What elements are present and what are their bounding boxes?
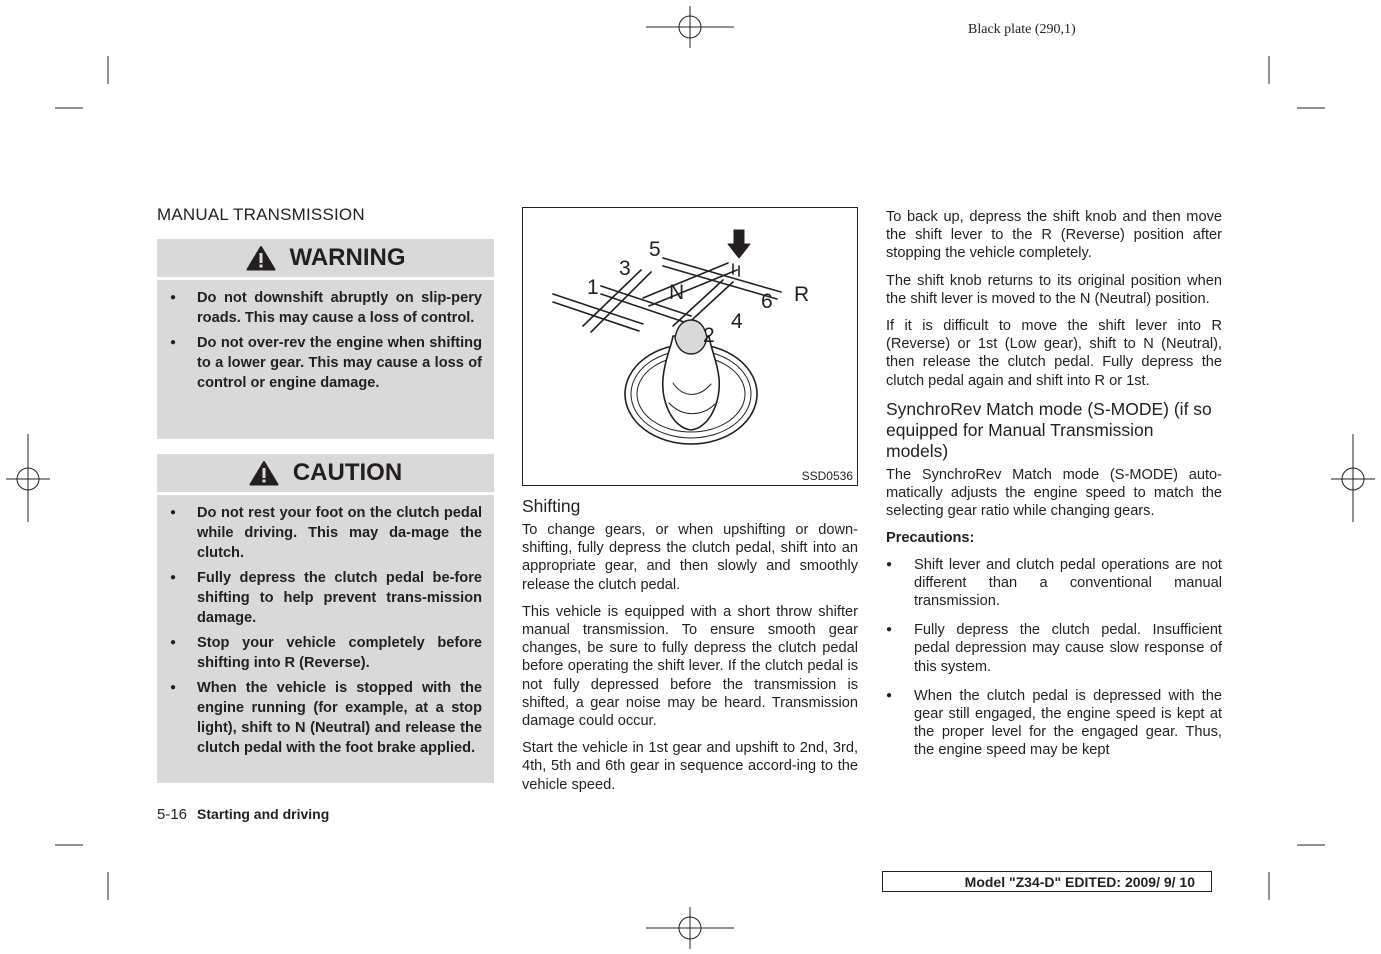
list-item: ● When the vehicle is stopped with the engine running (for example, at a stop light), shift to N (Neutral) and release the clutch pedal with the foot brake applied. — [169, 678, 482, 758]
paragraph: The shift knob returns to its original position when the shift lever is moved to the N (Neutral) position. — [886, 272, 1222, 307]
paragraph: To change gears, or when upshifting or down-shifting, fully depress the clutch pedal, shift into an appropriate gear, and then slowly and smoothly release the clutch pedal. — [522, 522, 858, 593]
gear-label-6: 6 — [761, 290, 773, 313]
list-item: ● When the clutch pedal is depressed with the gear still engaged, the engine speed is kept at the proper level for the engaged gear. Thus, the engine speed may be kept — [886, 687, 1222, 760]
gear-label-1: 1 — [587, 276, 599, 299]
caution-list — [157, 495, 494, 769]
footer-section: Starting and driving — [197, 806, 330, 822]
caution-label: CAUTION — [292, 459, 403, 486]
warning-triangle-icon — [246, 245, 276, 271]
shift-lever-illustration — [523, 208, 857, 485]
page-number: 5-16 — [157, 806, 188, 823]
page-footer — [157, 806, 329, 823]
list-item: ● Do not rest your foot on the clutch pedal while driving. This may da-mage the clutch. — [169, 503, 482, 563]
section-title: MANUAL TRANSMISSION — [157, 205, 365, 224]
gear-label-5: 5 — [649, 238, 661, 261]
paragraph: The SynchroRev Match mode (S-MODE) auto-matically adjusts the engine speed to match the selecting gear ratio while changing gears. — [886, 466, 1222, 520]
gear-label-2: 2 — [703, 324, 715, 347]
paragraph: Start the vehicle in 1st gear and upshift to 2nd, 3rd, 4th, 5th and 6th gear in sequence accord-ing to the vehicle speed. — [522, 740, 858, 793]
precautions-list — [886, 556, 1222, 760]
shift-pattern-figure — [522, 207, 858, 486]
list-item: ● Do not downshift abruptly on slip-pery roads. This may cause a loss of control. — [169, 288, 482, 328]
gear-label-3: 3 — [619, 257, 631, 280]
right-column — [886, 208, 1222, 771]
paragraph: This vehicle is equipped with a short throw shifter manual transmission. To ensure smooth gear changes, be sure to fully depress the clutch pedal before operating the shift lever. If the clutch pedal is not fully depressed before the transmission is shifted, a gear noise may be heard. Transmission damage could occur. — [522, 603, 858, 730]
gear-label-r: R — [794, 283, 810, 306]
caution-header — [157, 454, 494, 495]
gear-label-n: N — [669, 281, 685, 304]
model-edited-box: Model "Z34-D" EDITED: 2009/ 9/ 10 — [882, 871, 1212, 892]
precautions-heading: Precautions: — [886, 530, 975, 547]
list-item: ● Do not over-rev the engine when shifting to a lower gear. This may cause a loss of control or engine damage. — [169, 333, 482, 393]
caution-box — [157, 454, 494, 783]
warning-triangle-icon — [249, 460, 279, 486]
list-item: ● Fully depress the clutch pedal. Insufficient pedal depression may cause slow response of this system. — [886, 621, 1222, 676]
registration-mark-right — [1331, 434, 1375, 524]
registration-mark-top — [646, 6, 736, 48]
warning-list — [157, 280, 494, 404]
shifting-section — [522, 496, 858, 803]
paragraph: To back up, depress the shift knob and then move the shift lever to the R (Reverse) position after stopping the vehicle completely. — [886, 209, 1222, 262]
figure-code: SSD0536 — [801, 469, 853, 483]
paragraph: If it is difficult to move the shift lever into R (Reverse) or 1st (Low gear), shift to N (Neutral), then release the clutch pedal. Fully depress the clutch pedal again and shift into R or 1st. — [886, 318, 1222, 389]
list-item: ● Shift lever and clutch pedal operations are not different than a conventional manual transmission. — [886, 556, 1222, 611]
warning-header — [157, 239, 494, 280]
shifting-heading: Shifting — [522, 496, 581, 516]
list-item: ● Fully depress the clutch pedal be-fore shifting to help prevent trans-mission damage. — [169, 568, 482, 628]
warning-box — [157, 239, 494, 439]
gear-label-4: 4 — [731, 310, 743, 333]
registration-mark-bottom — [646, 907, 736, 949]
synchro-heading: SynchroRev Match mode (S-MODE) (if so equipped for Manual Transmission models) — [886, 398, 1212, 461]
warning-label: WARNING — [289, 244, 406, 271]
registration-mark-left — [6, 434, 50, 524]
plate-label: Black plate (290,1) — [968, 22, 1076, 37]
list-item: ● Stop your vehicle completely before shifting into R (Reverse). — [169, 633, 482, 673]
